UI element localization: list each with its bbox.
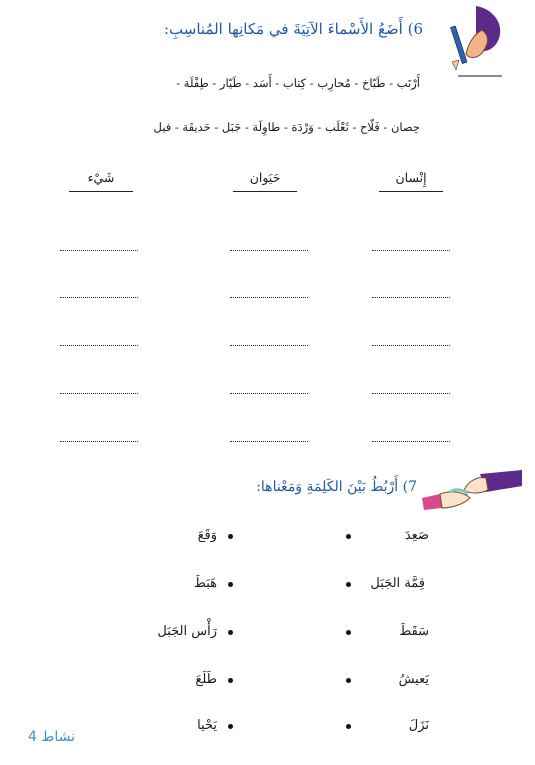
match-word-left: طَلَعَ [195,672,217,687]
match-word-left: هَبَطَ [193,576,217,591]
answer-blank[interactable] [230,250,308,251]
activity-label: نشاط 4 [28,729,75,745]
match-dot-left[interactable] [228,630,233,635]
column-header-human: إِنْسان [374,170,448,192]
answer-blank[interactable] [60,250,138,251]
answer-blank[interactable] [372,393,450,394]
match-word-right: سَقَطَ [399,624,429,639]
match-dot-right[interactable] [346,724,351,729]
answer-blank[interactable] [230,393,308,394]
match-word-right: صَعِدَ [404,528,429,543]
exercise7-title: 7) أَرْبُطُ بَيْنَ الكَلِمَةِ وَمَعْناها: [256,479,417,495]
answer-blank[interactable] [372,345,450,346]
match-word-left: وَقَعَ [197,528,217,543]
match-dot-right[interactable] [346,534,351,539]
answer-blank[interactable] [60,441,138,442]
match-word-left: رَأْس الجَبَل [157,624,217,639]
answer-blank[interactable] [230,441,308,442]
match-dot-left[interactable] [228,724,233,729]
writing-hand-icon [446,4,504,78]
match-dot-left[interactable] [228,582,233,587]
handshake-icon [420,468,524,516]
exercise6-title: 6) أَضَعُ الأَسْماءَ الآتِيَةَ في مَكانِها المُناسِبِ: [163,20,423,38]
match-dot-right[interactable] [346,630,351,635]
match-dot-left[interactable] [228,678,233,683]
answer-blank[interactable] [372,250,450,251]
answer-blank[interactable] [60,345,138,346]
answer-blank[interactable] [60,297,138,298]
match-word-right: نَزَلَ [408,718,429,733]
answer-blank[interactable] [230,345,308,346]
answer-blank[interactable] [60,393,138,394]
match-dot-left[interactable] [228,534,233,539]
match-dot-right[interactable] [346,678,351,683]
column-header-animal: حَيَوان [228,170,302,192]
answer-blank[interactable] [230,297,308,298]
match-word-left: يَحْيا [197,718,217,733]
answer-blank[interactable] [372,441,450,442]
match-word-right: قِمَّة الجَبَل [370,576,425,591]
answer-blank[interactable] [372,297,450,298]
match-word-right: يَعيشُ [398,672,429,687]
word-list-line1: أَرْنَب - طَبّاخ - مُحارِب - كِتاب - أَسَد - طَيّار - طِفْلَة - [176,76,420,90]
match-dot-right[interactable] [346,582,351,587]
column-header-thing: شَيْء [64,170,138,192]
word-list-line2: حِصان - فَلّاح - ثَعْلَب - وَرْدَة - طاوِلَة - جَبَل - حَديقَة - فيل [153,120,420,134]
